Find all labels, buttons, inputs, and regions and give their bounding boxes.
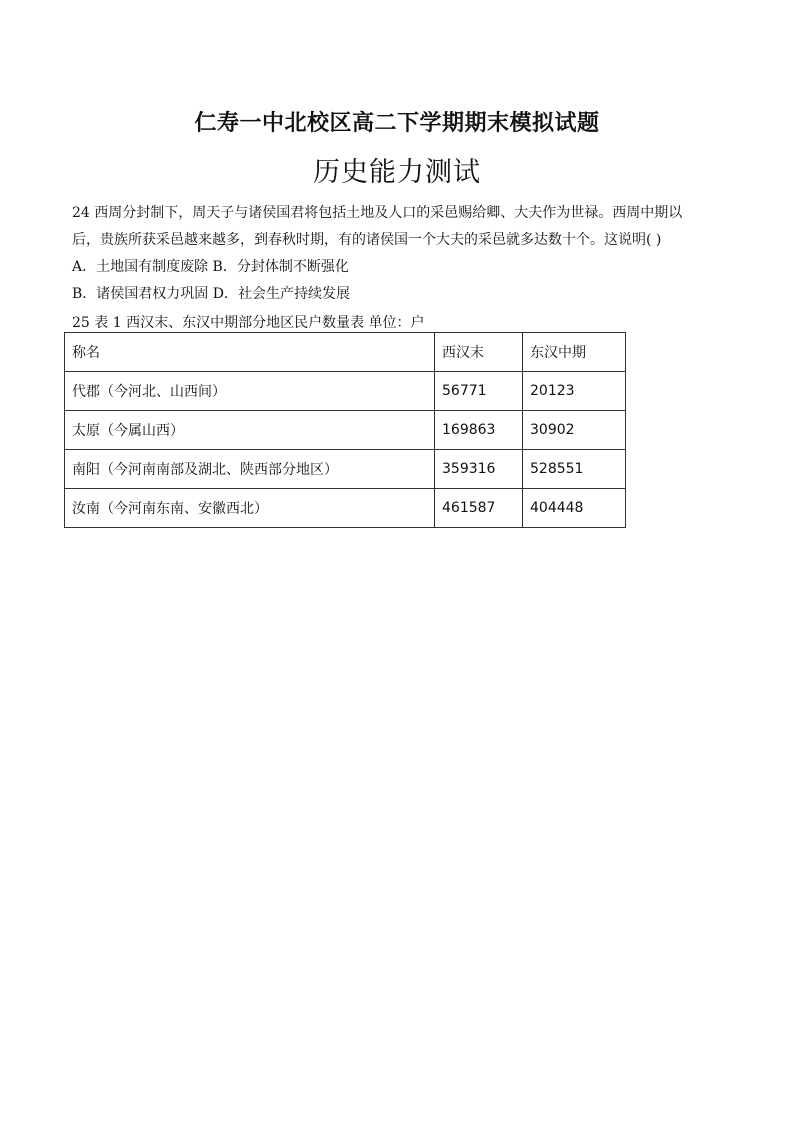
household-table bbox=[64, 332, 626, 528]
question-24 bbox=[72, 200, 732, 308]
table-row bbox=[65, 411, 626, 450]
table-cell: 南阳（今河南南部及湖北、陕西部分地区） bbox=[65, 450, 435, 489]
table-cell: 代郡（今河北、山西间） bbox=[65, 372, 435, 411]
table-header-row bbox=[65, 333, 626, 372]
question-24-options-line-2: B．诸侯国君权力巩固 D．社会生产持续发展 bbox=[72, 286, 350, 302]
table-cell: 359316 bbox=[435, 450, 523, 489]
table-cell: 30902 bbox=[523, 411, 626, 450]
table-cell: 169863 bbox=[435, 411, 523, 450]
table-row bbox=[65, 489, 626, 528]
exam-subtitle: 历史能力测试 bbox=[313, 157, 481, 188]
table-cell: 56771 bbox=[435, 372, 523, 411]
table-header-cell: 西汉末 bbox=[435, 333, 523, 372]
table-cell: 461587 bbox=[435, 489, 523, 528]
table-cell: 汝南（今河南东南、安徽西北） bbox=[65, 489, 435, 528]
table-header-cell: 东汉中期 bbox=[523, 333, 626, 372]
question-25-caption: 25 表 1 西汉末、东汉中期部分地区民户数量表 单位：户 bbox=[72, 315, 425, 331]
question-24-stem-line-1: 24 西周分封制下，周天子与诸侯国君将包括土地及人口的采邑赐给卿、大夫作为世禄。西周中期以 bbox=[72, 205, 683, 221]
exam-title: 仁寿一中北校区高二下学期期末模拟试题 bbox=[194, 111, 600, 136]
table-cell: 20123 bbox=[523, 372, 626, 411]
question-24-stem-line-2: 后，贵族所获采邑越来越多，到春秋时期，有的诸侯国一个大夫的采邑就多达数十个。这说明( ) bbox=[72, 232, 662, 248]
table-row bbox=[65, 372, 626, 411]
table-header-cell: 称名 bbox=[65, 333, 435, 372]
table-cell: 太原（今属山西） bbox=[65, 411, 435, 450]
question-24-options-line-1: A．土地国有制度废除 B．分封体制不断强化 bbox=[72, 259, 349, 275]
table-cell: 404448 bbox=[523, 489, 626, 528]
table-row bbox=[65, 450, 626, 489]
table-cell: 528551 bbox=[523, 450, 626, 489]
